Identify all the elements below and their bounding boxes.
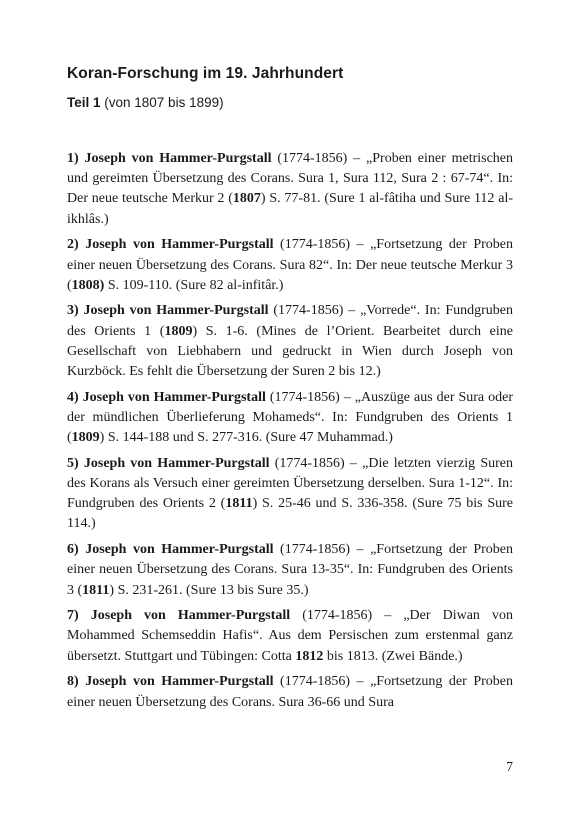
list-item xyxy=(67,454,513,535)
entry-text: (1774-1856) – „Fortsetzung der Proben einer neuen Übersetzung des Corans. Sura 36-66 und Sura xyxy=(67,674,514,710)
entry-number: 7) xyxy=(67,608,79,624)
entry-number: 8) xyxy=(67,674,79,690)
entry-text-tail: ) S. 231-261. (Sure 13 bis Sure 35.) xyxy=(109,582,309,598)
entry-author: Joseph von Hammer-Purgstall xyxy=(85,542,274,558)
entry-text: (1774-1856) – „Die letzten vierzig Suren des Korans als Versuch einer gereimten Übersetzung derselben. Sura 1-12“. In: Fundgruben des Orients 2 ( xyxy=(67,455,513,512)
entry-author: Joseph von Hammer-Purgstall xyxy=(82,389,266,405)
entry-text-tail: ) S. 144-188 und S. 277-316. (Sure 47 Muhammad.) xyxy=(99,430,393,446)
page-number: 7 xyxy=(506,759,513,774)
subtitle-part: Teil 1 xyxy=(67,95,101,110)
entry-text-tail: ) S. 25-46 und S. 336-358. (Sure 75 bis Sure 114.) xyxy=(67,496,514,532)
list-item xyxy=(67,301,513,382)
entry-year: 1811 xyxy=(225,496,253,512)
page-content xyxy=(67,64,513,718)
entry-year: 1809 xyxy=(164,323,193,339)
entry-number: 5) xyxy=(67,455,79,471)
entry-author: Joseph von Hammer-Purgstall xyxy=(85,674,274,690)
entry-number: 1) xyxy=(67,151,79,166)
entry-year: 1812 xyxy=(295,648,324,664)
entry-year: 1807 xyxy=(232,191,261,207)
entry-number: 6) xyxy=(67,542,79,558)
list-item xyxy=(67,672,513,712)
entry-text: (1774-1856) – „Auszüge aus der Sura oder der mündlichen Überlieferung Mohameds“. In: Fundgruben des Orients 1 ( xyxy=(67,389,514,446)
entry-text-tail: S. 109-110. (Sure 82 al-infitâr.) xyxy=(104,277,284,293)
entry-text-tail: ) S. 1-6. (Mines de l’Orient. Bearbeitet durch eine Gesellschaft von Liebhabern und gedruckt in Wien durch Joseph von Kurzböck. Es fehlt die Übersetzung der Suren 2 bis 12.) xyxy=(67,323,513,380)
entry-year: 1808) xyxy=(71,277,105,293)
entry-year: 1811 xyxy=(82,582,110,598)
entry-text: (1774-1856) – „Fortsetzung der Proben einer neuen Übersetzung des Corans. Sura 13-35“. In: Fundgruben des Orients 3 ( xyxy=(67,542,514,598)
entry-number: 2) xyxy=(67,237,79,253)
entry-author: Joseph von Hammer-Purgstall xyxy=(83,455,270,471)
list-item xyxy=(67,606,513,667)
entry-text: (1774-1856) – „Vorrede“. In: Fundgruben des Orients 1 ( xyxy=(67,303,514,339)
entry-number: 4) xyxy=(67,389,79,405)
entry-author: Joseph von Hammer-Purgstall xyxy=(90,608,291,624)
subtitle-range: (von 1807 bis 1899) xyxy=(100,95,224,110)
list-item xyxy=(67,149,513,230)
entry-number: 3) xyxy=(67,303,79,319)
page-subtitle xyxy=(67,94,513,112)
entry-author: Joseph von Hammer-Purgstall xyxy=(85,237,274,253)
page-title: Koran-Forschung im 19. Jahrhundert xyxy=(67,65,344,82)
bibliography-list xyxy=(67,149,513,713)
entry-text-tail: ) S. 77-81. (Sure 1 al-fâtiha und Sure 112 al-ikhlâs.) xyxy=(67,191,513,227)
entry-text: (1774-1856) – „Proben einer metrischen und gereimten Übersetzung des Corans. Sura 1, Sura 112, Sura 2 : 67-74“. In: Der neue teutsche Merkur 2 ( xyxy=(67,151,514,207)
entry-year: 1809 xyxy=(71,430,100,446)
entry-author: Joseph von Hammer-Purgstall xyxy=(84,151,272,166)
entry-author: Joseph von Hammer-Purgstall xyxy=(83,303,269,319)
entry-text-tail: bis 1813. (Zwei Bände.) xyxy=(323,648,463,664)
list-item xyxy=(67,235,513,296)
list-item xyxy=(67,540,513,601)
entry-text: (1774-1856) – „Der Diwan von Mohammed Schemseddin Hafis“. Aus dem Persischen zum erstenmal ganz übersetzt. Stuttgart und Tübingen: Cotta xyxy=(67,608,514,664)
list-item xyxy=(67,388,513,449)
entry-text: (1774-1856) – „Fortsetzung der Proben einer neuen Übersetzung des Corans. Sura 82“. In: Der neue teutsche Merkur 3 ( xyxy=(67,237,514,293)
